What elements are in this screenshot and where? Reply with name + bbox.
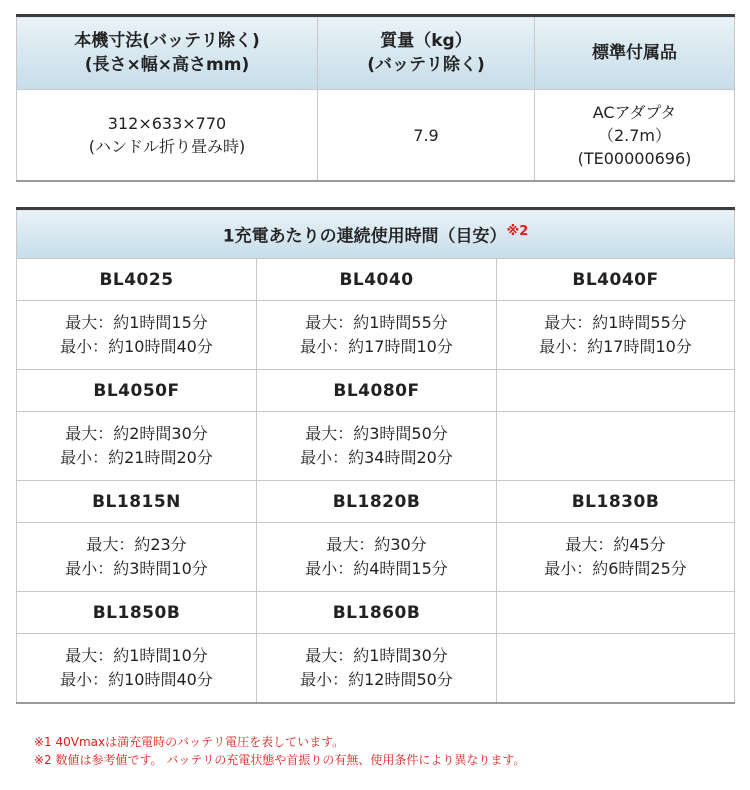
dimensions-header-line2: (長さ×幅×高さmm) (84, 55, 250, 75)
runtime-max: 最大：約45分 (565, 535, 666, 554)
runtime-max: 最大：約3時間50分 (305, 424, 448, 443)
dimensions-value-line2: (ハンドル折り畳み時) (88, 137, 246, 156)
runtime-max: 最大：約2時間30分 (65, 424, 208, 443)
battery-model: BL4040 (257, 259, 497, 301)
runtime-min: 最小：約6時間25分 (544, 559, 687, 578)
weight-header (318, 16, 535, 90)
runtime-min: 最小：約12時間50分 (300, 670, 453, 689)
accessory-value (535, 90, 735, 182)
specs-value-row (17, 90, 735, 182)
dimensions-value (17, 90, 318, 182)
runtime-title-text: 1充電あたりの連続使用時間（目安） (222, 226, 507, 247)
runtime-row (17, 301, 735, 370)
model-row (17, 259, 735, 301)
runtime-max: 最大：約1時間55分 (544, 313, 687, 332)
runtime-cell (257, 301, 497, 370)
battery-model: BL4080F (257, 370, 497, 412)
runtime-cell (17, 412, 257, 481)
runtime-cell (257, 634, 497, 704)
dimensions-value-line1: 312×633×770 (107, 114, 227, 133)
runtime-row (17, 634, 735, 704)
accessory-header: 標準付属品 (535, 16, 735, 90)
weight-value: 7.9 (318, 90, 535, 182)
dimensions-header-line1: 本機寸法(バッテリ除く) (74, 31, 260, 51)
runtime-title-mark: ※2 (506, 223, 529, 239)
battery-model (497, 592, 735, 634)
battery-model: BL1860B (257, 592, 497, 634)
runtime-max: 最大：約1時間15分 (65, 313, 208, 332)
battery-model: BL4025 (17, 259, 257, 301)
runtime-min: 最小：約10時間40分 (60, 337, 213, 356)
runtime-cell (257, 412, 497, 481)
runtime-max: 最大：約30分 (326, 535, 427, 554)
runtime-max: 最大：約1時間10分 (65, 646, 208, 665)
footnote-1: ※1 40Vmaxは満充電時のバッテリ電圧を表しています。 (34, 735, 345, 749)
runtime-min: 最小：約3時間10分 (65, 559, 208, 578)
battery-model: BL1820B (257, 481, 497, 523)
runtime-cell (17, 634, 257, 704)
accessory-line3: (TE00000696) (577, 148, 692, 168)
specs-header-row (17, 16, 735, 90)
runtime-row (17, 523, 735, 592)
footnote-2: ※2 数値は参考値です。 バッテリの充電状態や首振りの有無、使用条件により異なります。 (34, 753, 526, 767)
specs-table (16, 14, 735, 182)
runtime-min: 最小：約17時間10分 (539, 337, 692, 356)
runtime-min: 最小：約21時間20分 (60, 448, 213, 467)
accessory-line1: ACアダプタ (592, 102, 677, 122)
runtime-body (17, 259, 735, 704)
model-row (17, 592, 735, 634)
battery-model: BL1850B (17, 592, 257, 634)
runtime-min: 最小：約10時間40分 (60, 670, 213, 689)
weight-header-line2: (バッテリ除く) (367, 55, 485, 75)
runtime-cell (497, 412, 735, 481)
footnotes (34, 733, 734, 769)
runtime-row (17, 412, 735, 481)
runtime-cell (497, 634, 735, 704)
runtime-max: 最大：約23分 (86, 535, 187, 554)
runtime-cell (497, 301, 735, 370)
runtime-title-row (17, 209, 735, 259)
runtime-min: 最小：約17時間10分 (300, 337, 453, 356)
battery-model: BL4050F (17, 370, 257, 412)
weight-header-line1: 質量（kg） (380, 31, 472, 51)
model-row (17, 370, 735, 412)
runtime-title (17, 209, 735, 259)
runtime-min: 最小：約34時間20分 (300, 448, 453, 467)
runtime-max: 最大：約1時間30分 (305, 646, 448, 665)
battery-model (497, 370, 735, 412)
runtime-min: 最小：約4時間15分 (305, 559, 448, 578)
runtime-cell (257, 523, 497, 592)
battery-model: BL4040F (497, 259, 735, 301)
runtime-cell (17, 301, 257, 370)
runtime-table (16, 207, 735, 704)
runtime-cell (17, 523, 257, 592)
battery-model: BL1830B (497, 481, 735, 523)
battery-model: BL1815N (17, 481, 257, 523)
accessory-line2: （2.7m） (597, 125, 672, 145)
runtime-cell (497, 523, 735, 592)
model-row (17, 481, 735, 523)
dimensions-header (17, 16, 318, 90)
runtime-max: 最大：約1時間55分 (305, 313, 448, 332)
